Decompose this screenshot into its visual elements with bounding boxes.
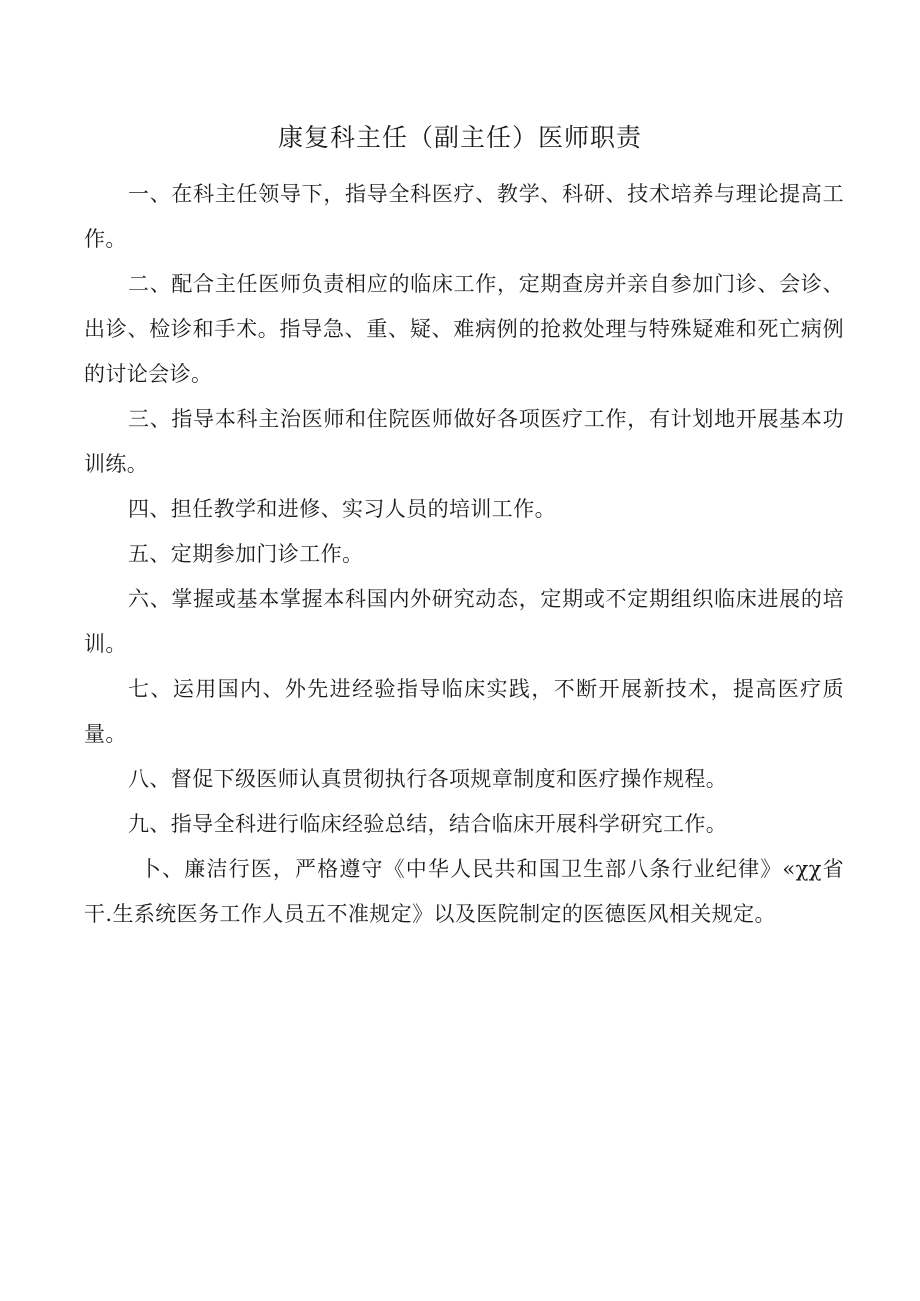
- paragraph-6: 六、掌握或基本掌握本科国内外研究动态，定期或不定期组织临床进展的培训。: [84, 587, 844, 656]
- paragraph-5: 五、定期参加门诊工作。: [128, 542, 364, 566]
- paragraph-1: 一、在科主任领导下，指导全科医疗、教学、科研、技术培养与理论提高工作。: [84, 182, 844, 251]
- paragraph-7: 七、运用国内、外先进经验指导临床实践，不断开展新技术，提高医疗质量。: [84, 677, 844, 746]
- paragraph-4: 四、担任教学和进修、实习人员的培训工作。: [128, 497, 556, 521]
- paragraph-8: 八、督促下级医师认真贯彻执行各项规章制度和医疗操作规程。: [128, 767, 728, 791]
- paragraph-10: 卜、廉洁行医，严格遵守《中华人民共和国卫生部八条行业纪律》«χχ省干.生系统医务工作人员五不准规定》以及医院制定的医德医风相关规定。: [84, 857, 844, 926]
- document-body: [84, 172, 844, 937]
- paragraph-3: 三、指导本科主治医师和住院医师做好各项医疗工作，有计划地开展基本功训练。: [84, 407, 844, 476]
- paragraph-2: 二、配合主任医师负责相应的临床工作，定期查房并亲自参加门诊、会诊、出诊、检诊和手术。指导急、重、疑、难病例的抢救处理与特殊疑难和死亡病例的讨论会诊。: [84, 272, 844, 386]
- document-title: 康复科主任（副主任）医师职责: [277, 123, 642, 152]
- paragraph-9: 九、指导全科进行临床经验总结，结合临床开展科学研究工作。: [128, 812, 728, 836]
